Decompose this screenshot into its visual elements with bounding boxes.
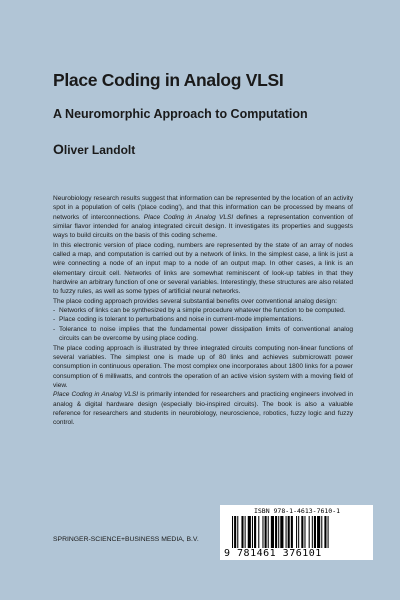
barcode-bar [234, 516, 236, 548]
bullet-dash: - [53, 325, 56, 333]
barcode-bar [254, 516, 256, 548]
blurb-text: defines a representation convention of similar flavor intended for analog integrated circuit design. It investigates its properties and suggests ways to build circuits on the basis of this coding scheme. [53, 213, 353, 240]
benefits-list [53, 306, 353, 343]
barcode-bar [301, 516, 303, 548]
author-name [53, 141, 135, 157]
publisher-name: SPRINGER-SCIENCE+BUSINESS MEDIA, B.V. [53, 536, 199, 543]
blurb-paragraph-2: In this electronic version of place coding, numbers are represented by the state of an array of nodes called a map, and computation is carried out by a network of links. In the simplest case, a link is just a wire connecting a node of an input map to a node of an output map. In other cases, a link is an elementary circuit cell. Networks of links are somewhat reminiscent of look-up tables in that they hardwire an arbitrary function of one or several variables. Interestingly, these structures are also related to fuzzy rules, as well as some types of artificial neural networks. [53, 241, 353, 296]
barcode-bar [245, 516, 246, 548]
blurb-paragraph-3: The place coding approach provides several substantial benefits over conventional analog design: [53, 297, 337, 305]
barcode-bar [304, 516, 305, 548]
barcode-bar [275, 516, 277, 548]
blurb-paragraph-5 [53, 390, 353, 427]
author-rest: liver Landolt [63, 143, 136, 157]
blurb-book-title-italic: Place Coding in Analog VLSI [53, 391, 139, 399]
bullet-dash: - [53, 307, 56, 315]
bullet-dash: - [53, 316, 56, 324]
barcode-bar [328, 516, 329, 548]
list-item-text: Networks of links can be synthesized by a simple procedure whatever the function to be computed. [59, 307, 346, 315]
back-cover-blurb [53, 194, 353, 428]
barcode-panel [220, 505, 373, 560]
author-initial: O [53, 141, 64, 157]
barcode-icon [232, 516, 362, 548]
barcode-bar [298, 516, 299, 548]
barcode-bar [280, 516, 283, 548]
barcode-bar [312, 516, 313, 548]
blurb-book-title-italic: Place Coding in Analog VLSI [143, 213, 234, 221]
barcode-bar [278, 516, 279, 548]
blurb-paragraph-1 [53, 194, 353, 241]
barcode-bar [265, 516, 267, 548]
list-item [53, 315, 353, 324]
barcode-bar [314, 516, 316, 548]
barcode-bar [321, 516, 322, 548]
list-item [53, 325, 353, 344]
barcode-bar [288, 516, 290, 548]
list-item-text: Place coding is tolerant to perturbations and noise in current-mode implementations. [59, 316, 304, 324]
book-title: Place Coding in Analog VLSI [53, 70, 284, 90]
barcode-bar [248, 516, 251, 548]
barcode-digits: 9 781461 376101 [224, 548, 322, 559]
barcode-bar [286, 516, 287, 548]
blurb-paragraph-4: The place coding approach is illustrated by three integrated circuits computing non-linear functions of several variables. The simplest one is made up of 80 links and achieves submicrowatt power consumption in continuous operation. The most complex one incorporates about 1800 links for a power consumption of 6 milliwatts, and controls the operation of an active vision system with a moving field of view. [53, 344, 353, 389]
book-subtitle: A Neuromorphic Approach to Computation [53, 107, 308, 121]
barcode-bar [291, 516, 293, 548]
blurb-text: is primarily intended for researchers and practicing engineers involved in analog & digital hardware design (especially bio-inspired circuits). The book is also a valuable reference for researchers and students in neurobiology, neuroscience, robotics, fuzzy logic and fuzzy control. [53, 391, 353, 427]
barcode-bar [268, 516, 269, 548]
blurb-text: Neurobiology research results suggest that information can be represented by the location of an activity spot in a population of cells ('place coding'), and that this information can be processed by means of networks of interconnections. [53, 195, 353, 221]
barcode-bar [324, 516, 326, 548]
barcode-bar [258, 516, 259, 548]
barcode-bar [232, 516, 233, 548]
barcode-bar [296, 516, 297, 548]
barcode-bar [237, 516, 238, 548]
barcode-bar [252, 516, 253, 548]
barcode-bar [317, 516, 320, 548]
barcode-bar [241, 516, 243, 548]
isbn-label: ISBN 978-1-4613-7610-1 [253, 507, 341, 515]
list-item-text: Tolerance to noise implies that the fundamental power dissipation limits of conventional analog circuits can be overcome by using place coding. [59, 325, 353, 343]
list-item [53, 306, 353, 315]
barcode-bar [271, 516, 274, 548]
barcode-bar [309, 516, 310, 548]
barcode-bar [262, 516, 263, 548]
